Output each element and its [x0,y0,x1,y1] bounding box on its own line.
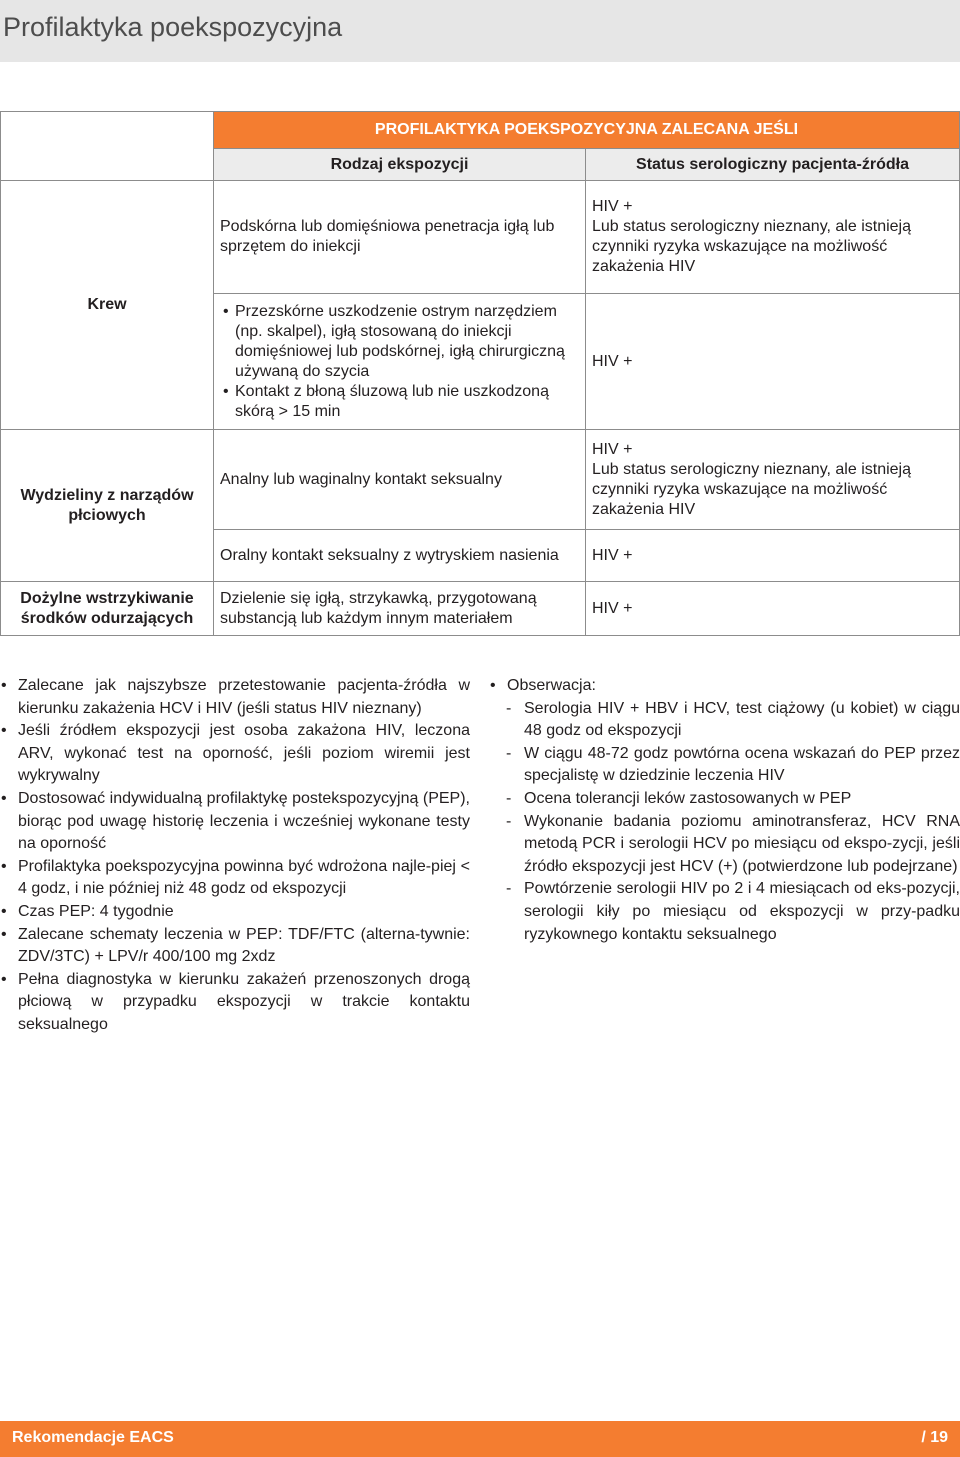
status-primary: HIV + [592,599,633,617]
exposure-cell: Oralny kontakt seksualny z wytryskiem nasienia [214,530,586,582]
exposure-bullet: • Kontakt z błoną śluzową lub nie uszkodzoną skórą > 15 min [220,382,579,422]
exposure-bullet-list [220,302,579,422]
group-label-blood: Krew [1,181,214,430]
list-item: - W ciągu 48-72 godz powtórna ocena wskazań do PEP przez specjalistę w dziedzinie leczenia HIV [490,743,960,788]
status-cell [586,181,960,294]
list-item: • Zalecane schematy leczenia w PEP: TDF/FTC (alterna-tywnie: ZDV/3TC) + LPV/r 400/100 mg 2xdz [0,924,470,969]
observation-heading: • Obserwacja: [490,675,960,698]
status-cell [586,530,960,582]
status-secondary: Lub status serologiczny nieznany, ale istnieją czynniki ryzyka wskazujące na możliwość zakażenia HIV [592,460,911,518]
status-primary: HIV + [592,440,633,458]
list-item: - Ocena tolerancji leków zastosowanych w PEP [490,788,960,811]
list-item: • Pełna diagnostyka w kierunku zakażeń przenoszonych drogą płciową w przypadku ekspozycji w trakcie kontaktu seksualnego [0,969,470,1037]
exposure-cell: Dzielenie się igłą, strzykawką, przygotowaną substancją lub każdym innym materiałem [214,582,586,636]
exposure-cell: Analny lub waginalny kontakt seksualny [214,430,586,530]
page-header [0,0,960,62]
list-item: • Profilaktyka poekspozycyjna powinna być wdrożona najle-piej < 4 godz, i nie później niż 48 godz od ekspozycji [0,856,470,901]
exposure-bullet: • Przezskórne uszkodzenie ostrym narzędziem (np. skalpel), igłą stosowaną do iniekcji domięśniowej lub podskórnej, igłą chirurgiczną używaną do szycia [220,302,579,382]
exposure-cell [214,294,586,430]
table-main-header: PROFILAKTYKA POEKSPOZYCYJNA ZALECANA JEŚLI [214,112,960,149]
status-primary: HIV + [592,198,633,215]
status-cell [586,582,960,636]
list-item: • Jeśli źródłem ekspozycji jest osoba zakażona HIV, leczona ARV, wykonać test na oporność, jeśli poziom wiremii jest wykrywalny [0,720,470,788]
status-cell [586,430,960,530]
column-header-status: Status serologiczny pacjenta-źródła [586,149,960,181]
page-footer [0,1421,960,1457]
header-divider [0,62,960,64]
status-primary: HIV + [592,546,633,564]
status-cell [586,294,960,430]
status-primary: HIV + [592,352,633,370]
page-number: / 19 [921,1429,948,1446]
table-corner-cell [1,112,214,181]
group-label-idu: Dożylne wstrzykiwanie środków odurzających [1,582,214,636]
list-item: • Zalecane jak najszybsze przetestowanie pacjenta-źródła w kierunku zakażenia HCV i HIV (jeśli status HIV nieznany) [0,675,470,720]
recommendations-list [0,675,470,1037]
column-header-exposure: Rodzaj ekspozycji [214,149,586,181]
list-item: - Wykonanie badania poziomu aminotransferaz, HCV RNA metodą PCR i serologii HCV po miesiącu od ekspo-zycji, jeśli źródło ekspozycji jest HCV (+) (potwierdzone lub podejrzane) [490,811,960,879]
list-item: - Serologia HIV + HBV i HCV, test ciążowy (u kobiet) w ciągu 48 godz od ekspozycji [490,698,960,743]
page-title: Profilaktyka poekspozycyjna [3,12,343,42]
group-label-sexual: Wydzieliny z narządów płciowych [1,430,214,582]
list-item: • Dostosować indywidualną profilaktykę postekspozycyjną (PEP), biorąc pod uwagę historię leczenia i wcześniej wykonane testy na oporność [0,788,470,856]
footer-title: Rekomendacje EACS [12,1429,174,1446]
list-item: • Czas PEP: 4 tygodnie [0,901,470,924]
observation-section [490,675,960,946]
status-secondary: Lub status serologiczny nieznany, ale istnieją czynniki ryzyka wskazujące na możliwość zakażenia HIV [592,218,911,275]
pep-table [0,111,960,636]
exposure-cell: Podskórna lub domięśniowa penetracja igłą lub sprzętem do iniekcji [214,181,586,294]
list-item: - Powtórzenie serologii HIV po 2 i 4 miesiącach od eks-pozycji, serologii kiły po miesiącu od ekspozycji w przy-padku ryzykownego kontaktu seksualnego [490,878,960,946]
